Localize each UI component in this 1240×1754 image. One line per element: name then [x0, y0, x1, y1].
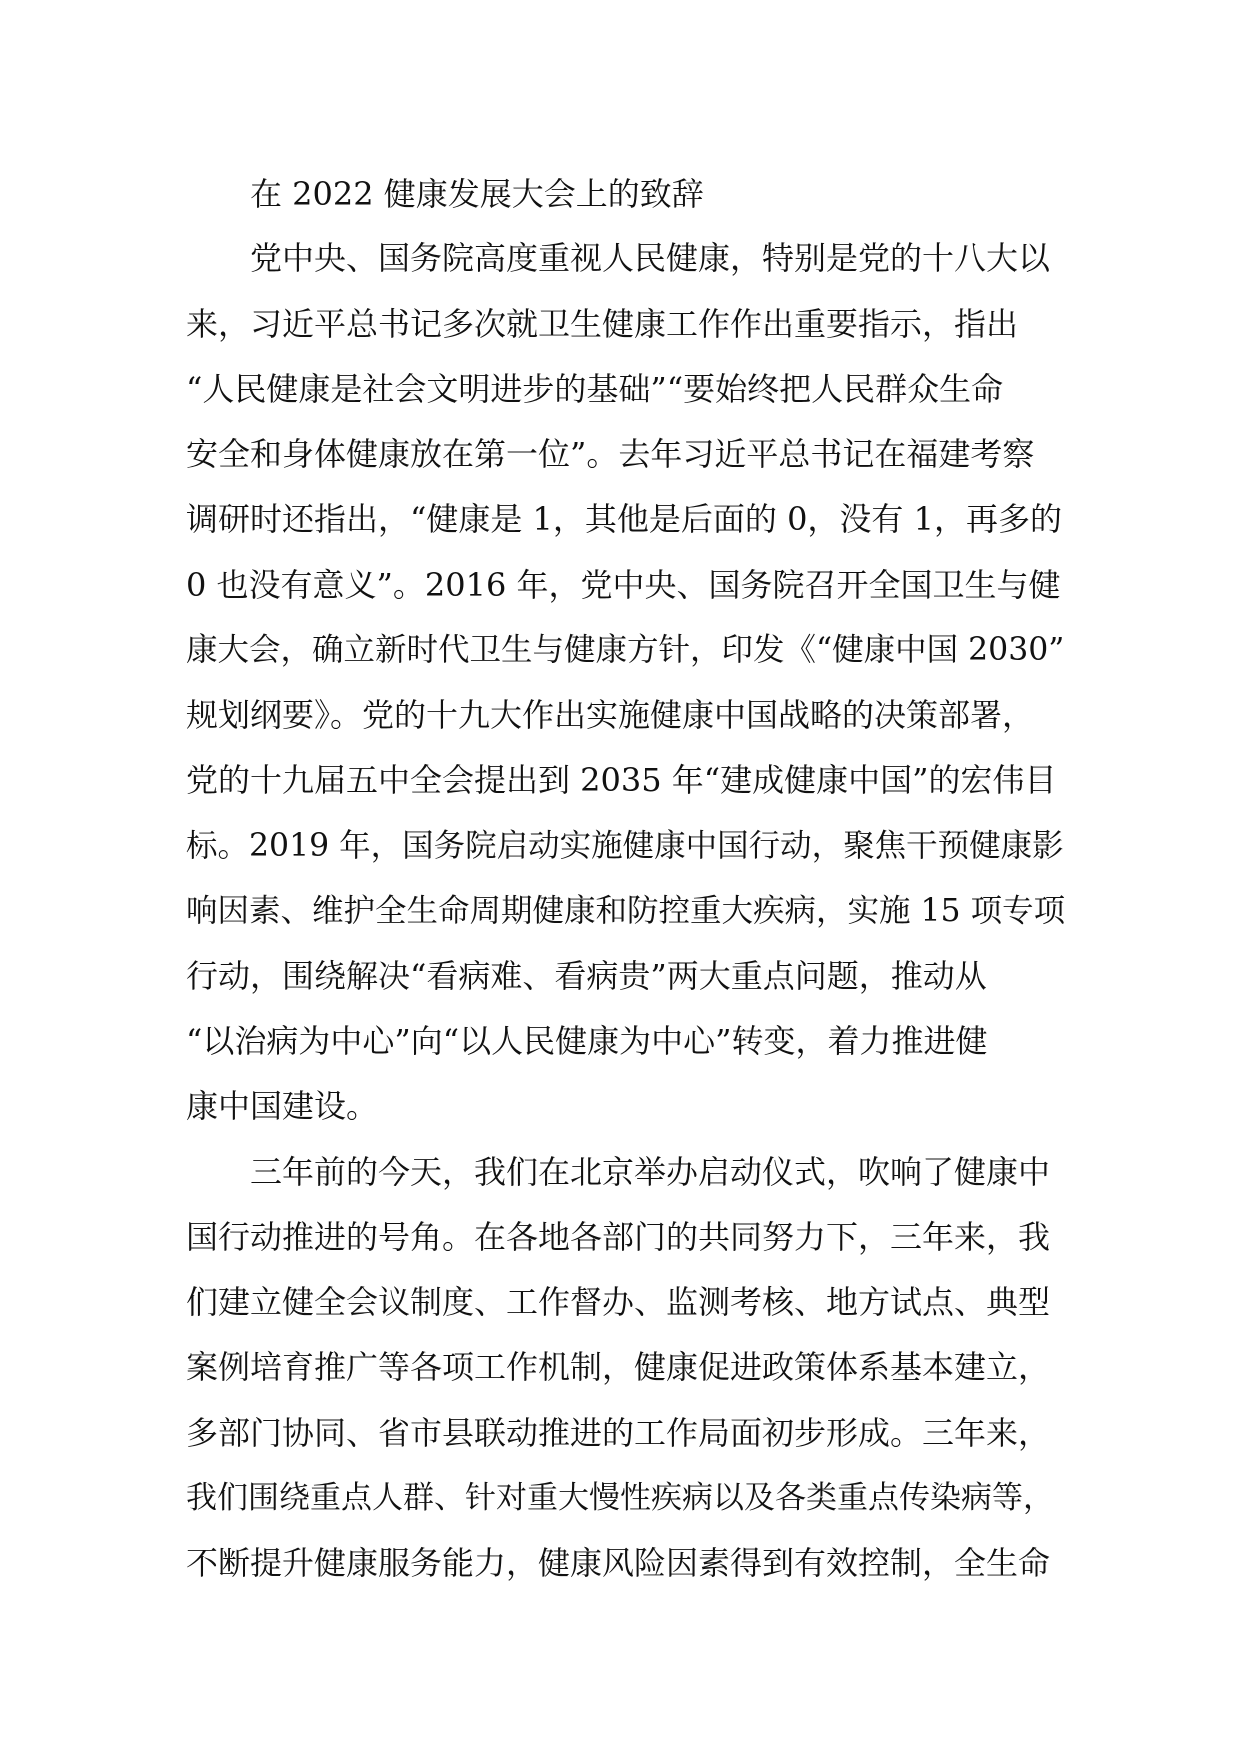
paragraph-2-line-2: 国行动推进的号角。在各地各部门的共同努力下，三年来，我	[186, 1218, 1051, 1256]
paragraph-1-line-12: 行动，围绕解决“看病难、看病贵”两大重点问题，推动从	[186, 957, 987, 995]
paragraph-1-line-1: 党中央、国务院高度重视人民健康，特别是党的十八大以	[250, 239, 1051, 277]
paragraph-2-line-3: 们建立健全会议制度、工作督办、监测考核、地方试点、典型	[186, 1283, 1051, 1321]
paragraph-2-line-4: 案例培育推广等各项工作机制，健康促进政策体系基本建立，	[186, 1348, 1051, 1386]
paragraph-1-line-11: 响因素、维护全生命周期健康和防控重大疾病，实施 15 项专项	[186, 893, 1066, 929]
paragraph-1-line-3: “人民健康是社会文明进步的基础”“要始终把人民群众生命	[186, 370, 1004, 408]
paragraph-1-line-5: 调研时还指出，“健康是 1，其他是后面的 0，没有 1，再多的	[186, 500, 1062, 538]
paragraph-2-line-1: 三年前的今天，我们在北京举办启动仪式，吹响了健康中	[250, 1153, 1051, 1191]
paragraph-1-line-8: 规划纲要》。党的十九大作出实施健康中国战略的决策部署，	[186, 696, 1035, 734]
paragraph-1-line-2: 来，习近平总书记多次就卫生健康工作作出重要指示，指出	[186, 305, 1019, 343]
document-title: 在 2022 健康发展大会上的致辞	[250, 175, 704, 213]
paragraph-1-line-9: 党的十九届五中全会提出到 2035 年“建成健康中国”的宏伟目	[186, 761, 1057, 799]
paragraph-1-line-7: 康大会，确立新时代卫生与健康方针，印发《“健康中国 2030”	[186, 632, 1065, 668]
paragraph-1-line-10: 标。2019 年，国务院启动实施健康中国行动，聚焦干预健康影	[186, 828, 1064, 864]
paragraph-2-line-7: 不断提升健康服务能力，健康风险因素得到有效控制，全生命	[186, 1544, 1051, 1582]
paragraph-1-line-13: “以治病为中心”向“以人民健康为中心”转变，着力推进健	[186, 1022, 988, 1060]
paragraph-1-line-14: 康中国建设。	[186, 1087, 379, 1125]
paragraph-2-line-5: 多部门协同、省市县联动推进的工作局面初步形成。三年来，	[186, 1414, 1051, 1452]
paragraph-1-line-4: 安全和身体健康放在第一位”。去年习近平总书记在福建考察	[186, 435, 1035, 473]
paragraph-1-line-6: 0 也没有意义”。2016 年，党中央、国务院召开全国卫生与健	[186, 566, 1061, 604]
paragraph-2-line-6: 我们围绕重点人群、针对重大慢性疾病以及各类重点传染病等，	[186, 1480, 1054, 1516]
